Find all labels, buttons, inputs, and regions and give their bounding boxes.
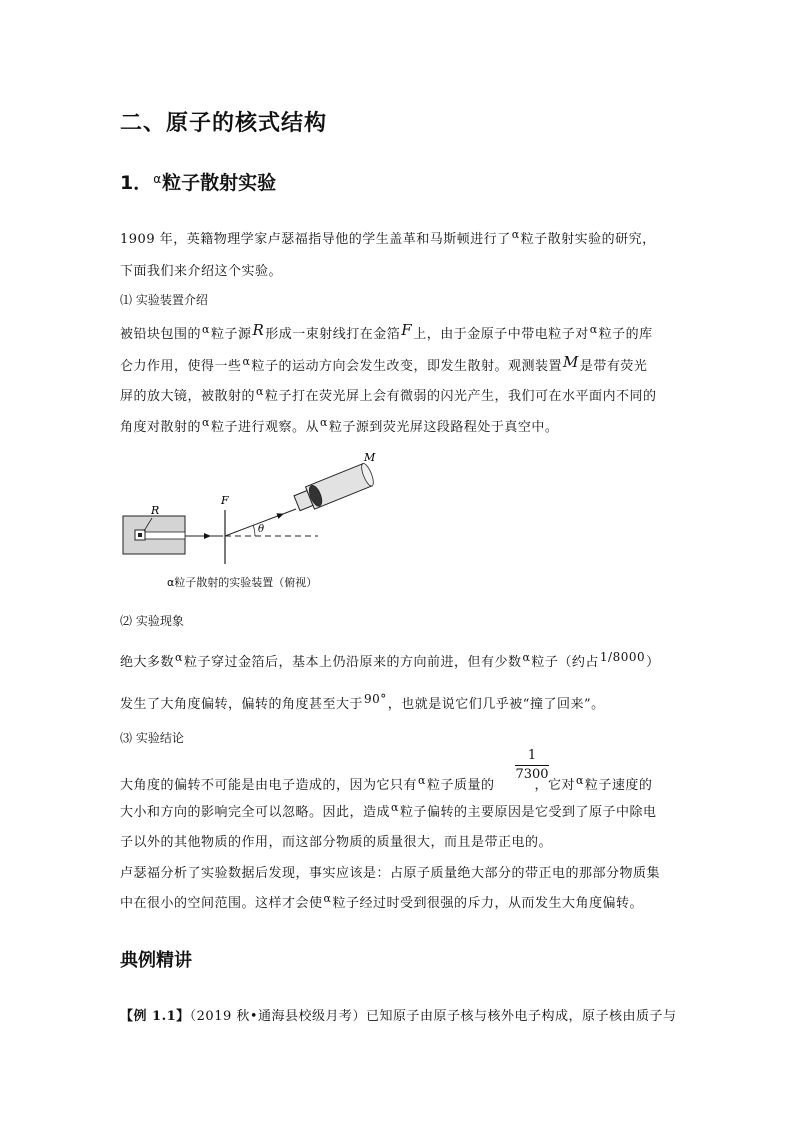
text: 粒子打在荧光屏上会有微弱的闪光产生，我们可在水平面内不同的 (264, 389, 657, 404)
text: ，也就是说它们几乎被“撞了回来”。 (387, 697, 605, 712)
alpha-source (138, 533, 142, 537)
apparatus-figure (118, 446, 388, 572)
alpha-symbol: α (575, 774, 584, 787)
scattered-ray (225, 514, 283, 536)
symbol-R: R (252, 321, 265, 339)
example-text: （2019 秋•通海县校级月考）已知原子由原子核与核外电子构成，原子核由质子与 (189, 1009, 677, 1024)
microscope (293, 462, 376, 514)
text: ） (646, 655, 660, 670)
intro-line-2 (120, 260, 282, 279)
p3-line-2 (120, 801, 656, 820)
text: 粒子源 (210, 327, 252, 342)
section-heading: 二、原子的核式结构 (120, 110, 328, 136)
text: 粒子散射实验的研究， (520, 232, 656, 247)
text: 大角度的偏转不可能是由电子造成的，因为它只有 (120, 778, 418, 793)
text: 角度对散射的 (120, 420, 202, 435)
text: 粒子源到荧光屏这段路程处于真空中。 (328, 420, 559, 435)
symbol-F: F (401, 321, 413, 339)
text: 粒子进行观察。从 (210, 420, 319, 435)
alpha-symbol: α (319, 416, 328, 429)
alpha-symbol: α (418, 774, 426, 787)
alpha-symbol: α (153, 172, 162, 186)
symbol-M: M (562, 353, 579, 371)
examples-heading: 典例精讲 (120, 950, 192, 971)
degree-value: 90° (364, 692, 387, 706)
lead-slot (140, 532, 185, 539)
label-F: F (221, 494, 229, 507)
figure-caption: α粒子散射的实验装置（俯视） (167, 576, 318, 589)
text: 粒子经过时受到很强的斥力，从而发生大角度偏转。 (332, 896, 643, 911)
alpha-symbol: α (202, 416, 210, 429)
fraction-denominator: 7300 (515, 767, 549, 782)
p1-line-2 (120, 353, 647, 374)
text: 大小和方向的影响完全可以忽略。因此，造成 (120, 805, 391, 820)
section-3-title: ⑶ 实验结论 (120, 731, 184, 745)
text: 上，由于金原子中带电粒子对 (413, 327, 589, 342)
alpha-symbol: α (522, 651, 531, 664)
p3-line-1 (120, 774, 652, 793)
text: 粒子速度的 (584, 778, 653, 793)
text: 粒子质量的 (426, 778, 495, 793)
section-2-title: ⑵ 实验现象 (120, 614, 184, 628)
alpha-symbol: α (175, 651, 183, 664)
section-1-title: ⑴ 实验装置介绍 (120, 293, 208, 307)
intro-line-1 (120, 228, 656, 247)
alpha-symbol: α (391, 801, 399, 814)
text: ，它对 (534, 778, 575, 793)
text: 子以外的其他物质的作用，而这部分物质的质量很大，而且是带正电的。 (120, 835, 553, 850)
p4-line-1 (120, 862, 660, 881)
alpha-symbol: α (323, 892, 332, 905)
ratio-value: 1/8000 (599, 650, 646, 664)
p3-line-3 (120, 831, 552, 850)
text: 被铅块包围的 (120, 327, 202, 342)
text: 形成一束射线打在金箔 (265, 327, 401, 342)
text: 绝大多数 (120, 655, 175, 670)
text: 粒子偏转的主要原因是它受到了原子中除电 (399, 805, 657, 820)
text: 粒子的库 (598, 327, 653, 342)
alpha-symbol: α (589, 323, 598, 336)
subsection-heading (120, 168, 276, 195)
text: 发生了大角度偏转，偏转的角度甚至大于 (120, 697, 364, 712)
label-R: R (151, 504, 160, 517)
alpha-symbol: α (511, 228, 520, 241)
p4-line-2 (120, 892, 643, 911)
example-line (120, 1005, 677, 1024)
text: 屏的放大镜，被散射的 (120, 389, 256, 404)
text: 粒子穿过金箔后，基本上仍沿原来的方向前进，但有少数 (183, 655, 522, 670)
text: 仑力作用，使得一些 (120, 359, 242, 374)
subsection-number: 1． (120, 172, 153, 194)
text: 1909 年，英籍物理学家卢瑟福指导他的学生盖革和马斯顿进行了 (120, 232, 511, 247)
alpha-symbol: α (242, 355, 251, 368)
p2-line-1 (120, 650, 660, 670)
fraction-numerator: 1 (515, 748, 549, 766)
label-theta: θ (258, 524, 265, 535)
text: 是带有荧光 (579, 359, 648, 374)
example-tag: 【例 1.1】 (120, 1009, 190, 1024)
p1-line-1 (120, 321, 653, 342)
p1-line-3 (120, 385, 656, 404)
text: 粒子的运动方向会发生改变，即发生散射。观测装置 (251, 359, 562, 374)
text: 卢瑟福分析了实验数据后发现，事实应该是：占原子质量绝大部分的带正电的那部分物质集 (120, 866, 661, 881)
label-M: M (364, 451, 376, 464)
text: 粒子（约占 (531, 655, 599, 670)
text: 下面我们来介绍这个实验。 (120, 264, 283, 279)
angle-arc (253, 525, 255, 536)
alpha-symbol: α (256, 385, 264, 398)
text: 中在很小的空间范围。这样才会使 (120, 896, 323, 911)
alpha-symbol: α (202, 323, 210, 336)
subsection-title: 粒子散射实验 (162, 172, 277, 194)
p2-line-2 (120, 692, 605, 712)
p1-line-4 (120, 416, 558, 435)
